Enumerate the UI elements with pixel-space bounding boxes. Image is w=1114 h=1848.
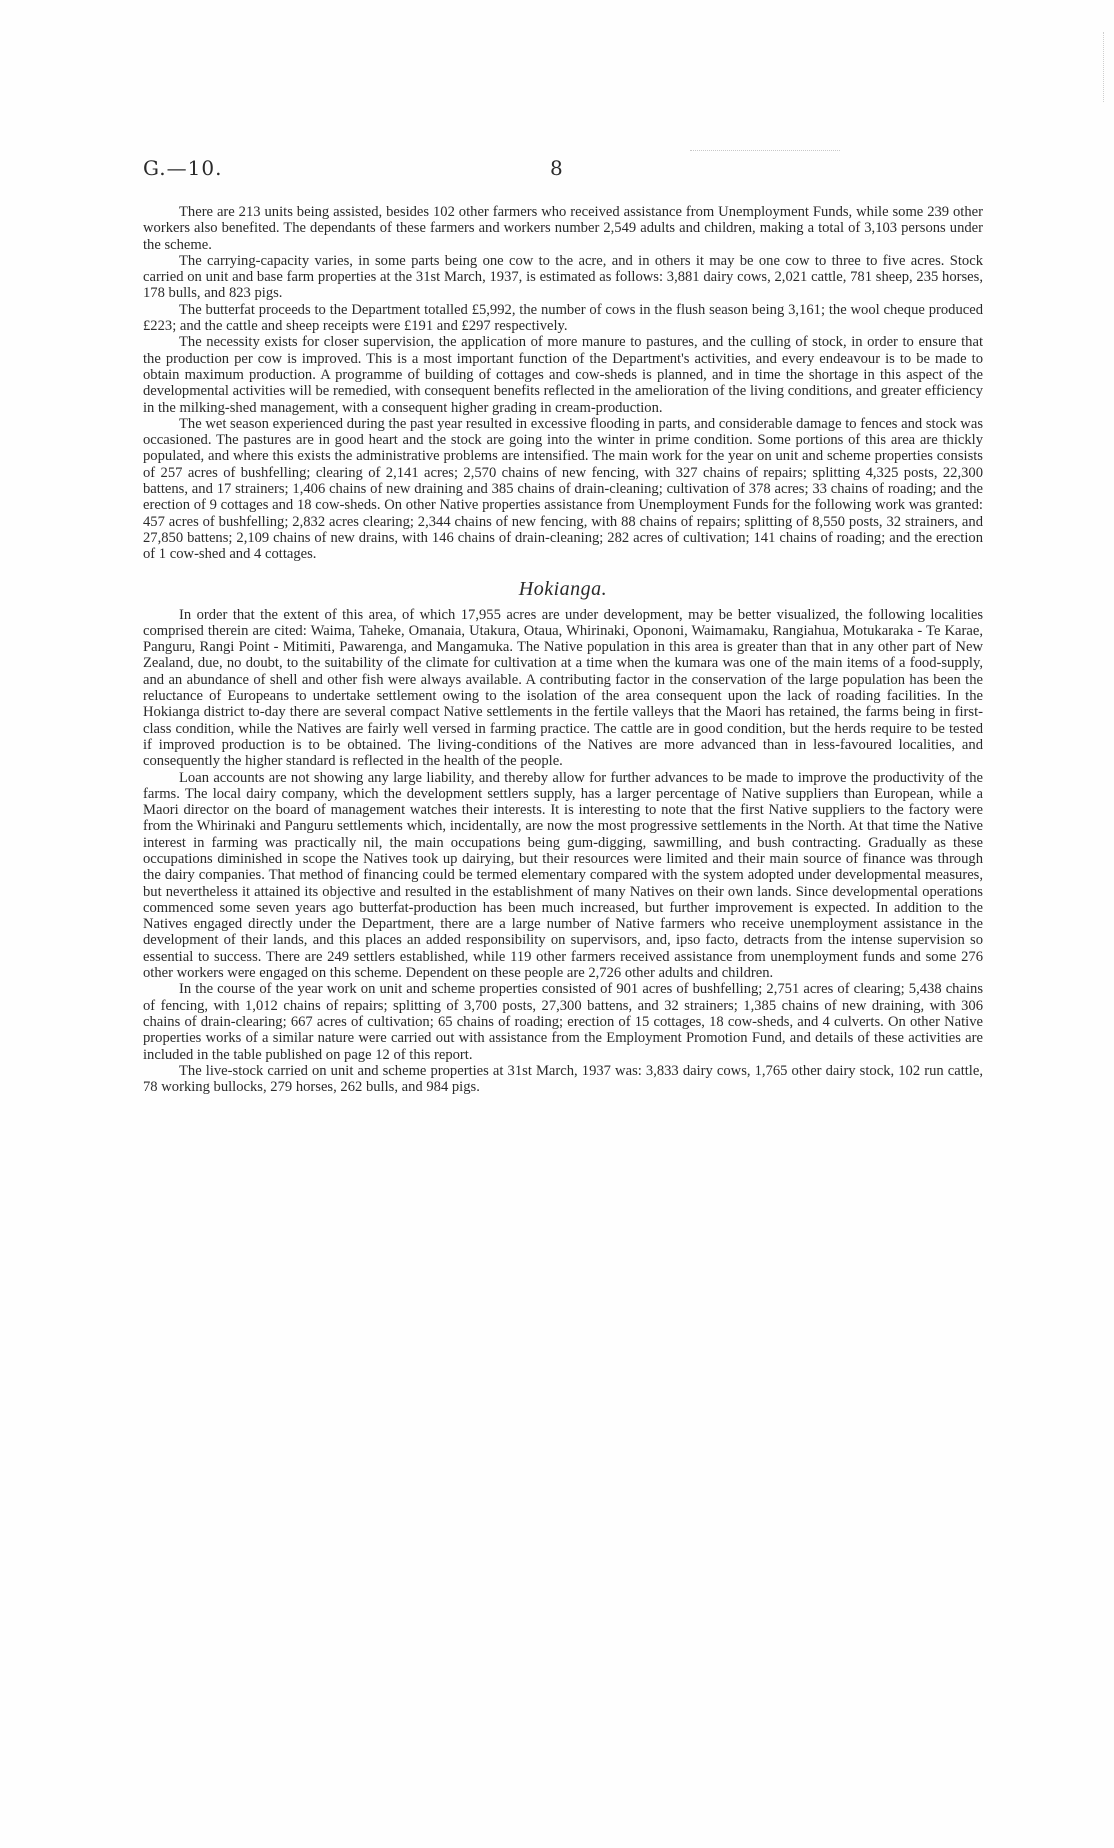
header-rule <box>690 150 840 151</box>
page-number: 8 <box>550 156 563 180</box>
paragraph-year-work: In the course of the year work on unit and scheme properties consisted of 901 acres of bushfelling; 2,751 acres of clearing; 5,438 chains of fencing, with 1,012 chains of repairs; splitting of 3,700 posts, 27,300 battens, and 32 strainers; 1,385 chains of new draining, with 306 chains of drain-clearing; 667 acres of cultivation; 65 chains of roading; erection of 15 cottages, 18 cow-sheds, and 4 culverts. On other Native properties works of a similar nature were carried out with assistance from the Employment Promotion Fund, and details of these activities are included in the table published on page 12 of this report. <box>143 981 983 1063</box>
paragraph-butterfat-proceeds: The butterfat proceeds to the Department totalled £5,992, the number of cows in the flush season being 3,161; the wool cheque produced £223; and the cattle and sheep receipts were £191 and £297 respectively. <box>143 301 983 335</box>
paragraph-carrying-capacity: The carrying-capacity varies, in some parts being one cow to the acre, and in others it may be one cow to three to five acres. Stock carried on unit and base farm properties at the 31st March, 1937, is estimated as follows: 3,881 dairy cows, 2,021 cattle, 781 sheep, 235 horses, 178 bulls, and 823 pigs. <box>143 252 983 302</box>
paragraph-units-assisted: There are 213 units being assisted, besides 102 other farmers who received assistance from Unemployment Funds, while some 239 other workers also benefited. The dependants of these farmers and workers number 2,549 adults and children, making a total of 3,103 persons under the scheme. <box>143 204 983 253</box>
body-text <box>143 204 983 1095</box>
page-header <box>143 156 983 186</box>
paragraph-closer-supervision: The necessity exists for closer supervision, the application of more manure to pastures, and the culling of stock, in order to ensure that the production per cow is improved. This is a most important function of the Department's activities, and every endeavour is to be made to obtain maximum production. A programme of building of cottages and cow-sheds is planned, and in time the shortage in this aspect of the developmental activities will be remedied, with consequent benefits reflected in the amelioration of the living conditions, and greater efficiency in the milking-shed management, with a consequent higher grading in cream-production. <box>143 334 983 416</box>
paragraph-wet-season: The wet season experienced during the past year resulted in excessive flooding in parts, and considerable damage to fences and stock was occasioned. The pastures are in good heart and the stock are going into the winter in prime condition. Some portions of this area are thickly populated, and where this exists the administrative problems are intensified. The main work for the year on unit and scheme properties consists of 257 acres of bushfelling; clearing of 2,141 acres; 2,570 chains of new fencing, with 327 chains of repairs; splitting 4,325 posts, 22,300 battens, and 17 strainers; 1,406 chains of new draining and 385 chains of drain-cleaning; cultivation of 378 acres; 33 chains of roading; and the erection of 9 cottages and 18 cow-sheds. On other Native properties assistance from Unemployment Funds for the following work was granted: 457 acres of bushfelling; 2,832 acres clearing; 2,344 chains of new fencing, with 88 chains of repairs; splitting of 8,550 posts, 32 strainers, and 27,850 battens; 2,109 chains of new drains, with 146 chains of drain-cleaning; 282 acres of cultivation; 141 chains of roading; and the erection of 1 cow-shed and 4 cottages. <box>143 415 983 563</box>
paragraph-loan-accounts: Loan accounts are not showing any large liability, and thereby allow for further advances to be made to improve the productivity of the farms. The local dairy company, which the development settlers supply, has a larger percentage of Native suppliers than European, while a Maori director on the board of management watches their interests. It is interesting to note that the first Native suppliers to the factory were from the Whirinaki and Panguru settlements which, incidentally, are now the most progressive settlements in the North. At that time the Native interest in farming was practically nil, the main occupations being gum-digging, sawmilling, and bush contracting. Gradually as these occupations diminished in scope the Natives took up dairying, but their resources were limited and their main source of finance was through the dairy companies. That method of financing could be termed elementary compared with the system adopted under developmental measures, but nevertheless it attained its objective and resulted in the establishment of many Natives on their own lands. Since developmental operations commenced some seven years ago butterfat-production has been much increased, but further improvement is expected. In addition to the Natives engaged directly under the Department, there are a large number of Native farmers who receive unemployment assistance in the development of their lands, and this places an added responsibility on supervisors, and, ipso facto, detracts from the intense supervision so essential to success. There are 249 settlers established, while 119 other farmers received assistance from unemployment funds and some 276 other workers were engaged on this scheme. Dependent on these people are 2,726 other adults and children. <box>143 769 983 982</box>
document-reference: G.—10. <box>143 156 223 180</box>
page-edge-mark <box>1103 32 1108 102</box>
paragraph-hokianga-extent: In order that the extent of this area, of which 17,955 acres are under development, may be better visualized, the following localities comprised therein are cited: Waima, Taheke, Omanaia, Utakura, Otaua, Whirinaki, Opononi, Waimamaku, Rangiahua, Motukaraka - Te Karae, Panguru, Rangi Point - Mitimiti, Pawarenga, and Mangamuka. The Native population in this area is greater than that in any other part of New Zealand, due, no doubt, to the suitability of the climate for cultivation at a time when the kumara was one of the main items of a food-supply, and an abundance of shell and other fish were always available. A contributing factor in the conservation of the large population has been the reluctance of Europeans to undertake settlement owing to the isolation of the area consequent upon the lack of roading facilities. In the Hokianga district to-day there are several compact Native settlements in the fertile valleys that the Maori has retained, the farms being in first-class condition, while the Natives are fairly well versed in farming practice. The cattle are in good condition, but the herds require to be tested if improved production is to be obtained. The living-conditions of the Natives are more advanced than in less-favoured localities, and consequently the higher standard is reflected in the health of the people. <box>143 606 983 770</box>
section-heading-hokianga: Hokianga. <box>518 577 608 600</box>
paragraph-live-stock: The live-stock carried on unit and scheme properties at 31st March, 1937 was: 3,833 dairy cows, 1,765 other dairy stock, 102 run cattle, 78 working bullocks, 279 horses, 262 bulls, and 984 pigs. <box>143 1062 983 1096</box>
